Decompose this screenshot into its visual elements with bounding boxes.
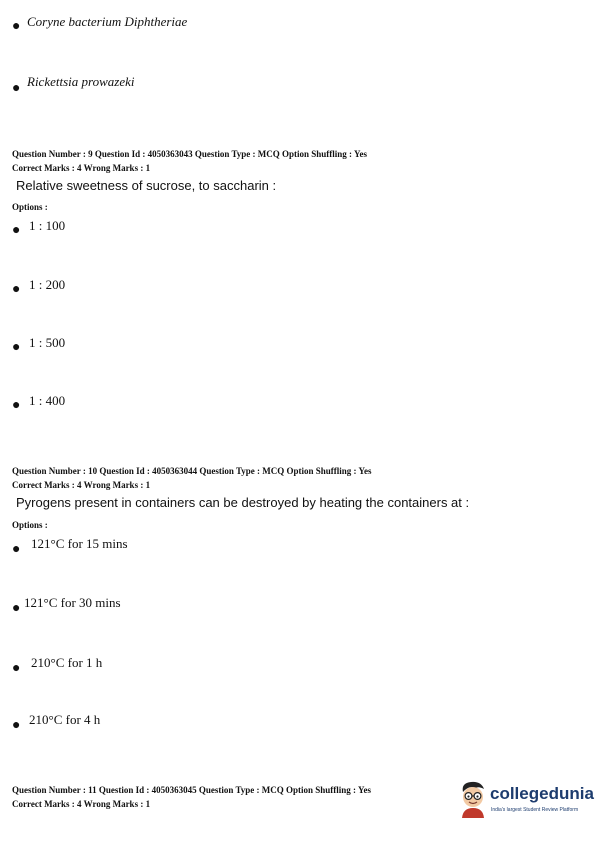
bullet-icon: ● (12, 223, 21, 238)
bullet-icon: ● (12, 601, 21, 616)
question-marks: Correct Marks : 4 Wrong Marks : 1 (12, 480, 151, 490)
option-text: 210°C for 1 h (31, 655, 103, 670)
option-text: 210°C for 4 h (29, 712, 101, 727)
student-mascot-icon (457, 780, 489, 820)
logo-wordmark: collegedunia (490, 784, 594, 803)
question-marks: Correct Marks : 4 Wrong Marks : 1 (12, 163, 151, 173)
option-text: Coryne bacterium Diphtheriae (27, 14, 188, 29)
question-marks: Correct Marks : 4 Wrong Marks : 1 (12, 799, 151, 809)
question-stem: Pyrogens present in containers can be destroyed by heating the containers at : (16, 495, 470, 510)
option-text: 1 : 200 (29, 277, 66, 292)
bullet-icon: ● (12, 282, 21, 297)
option-text: 1 : 500 (29, 335, 66, 350)
logo-tagline: India's largest Student Review Platform (491, 807, 579, 813)
question-stem: Relative sweetness of sucrose, to saccharin : (16, 178, 277, 193)
question-meta: Question Number : 10 Question Id : 4050363044 Question Type : MCQ Option Shuffling : Yes (12, 466, 372, 476)
option-text: 1 : 100 (29, 218, 66, 233)
option-text: 1 : 400 (29, 393, 66, 408)
options-label: Options : (12, 520, 48, 530)
collegedunia-logo (457, 778, 594, 822)
options-label: Options : (12, 202, 48, 212)
bullet-icon: ● (12, 661, 21, 676)
option-text: Rickettsia prowazeki (27, 74, 135, 89)
question-meta: Question Number : 9 Question Id : 4050363043 Question Type : MCQ Option Shuffling : Yes (12, 149, 367, 159)
bullet-icon: ● (12, 398, 21, 413)
bullet-icon: ● (12, 340, 21, 355)
bullet-icon: ● (12, 542, 21, 557)
bullet-icon: ● (12, 81, 21, 96)
question-meta: Question Number : 11 Question Id : 4050363045 Question Type : MCQ Option Shuffling : Yes (12, 785, 371, 795)
option-text: 121°C for 15 mins (31, 536, 128, 551)
bullet-icon: ● (12, 718, 21, 733)
option-text: 121°C for 30 mins (24, 595, 121, 610)
bullet-icon: ● (12, 19, 21, 34)
